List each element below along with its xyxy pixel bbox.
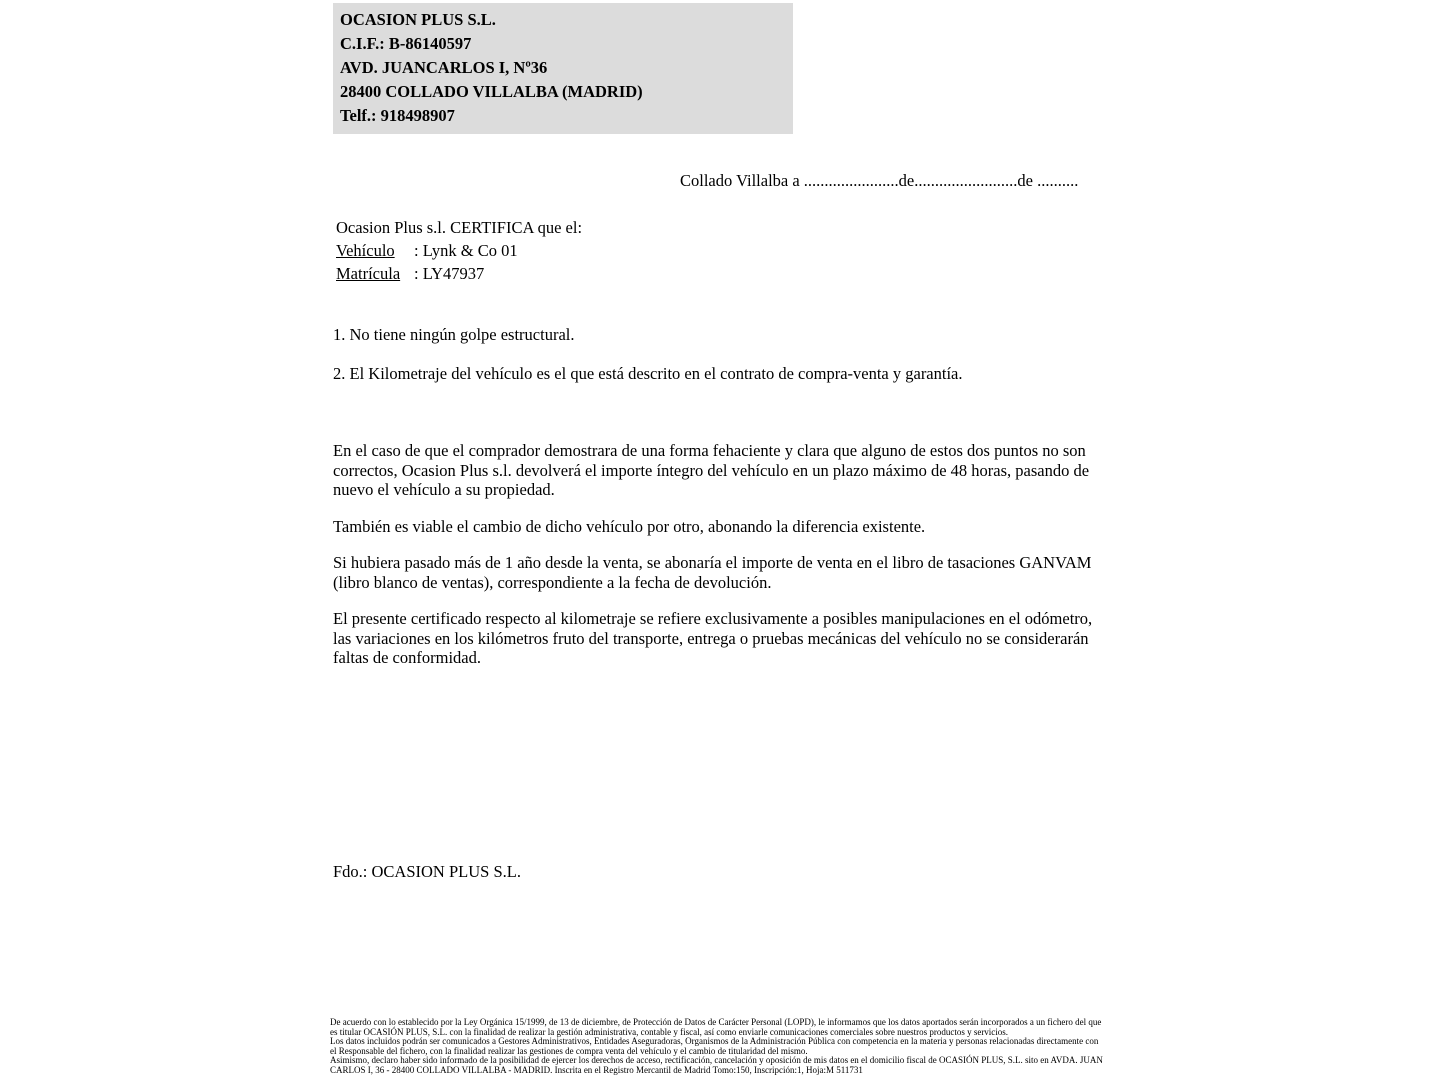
legal-footer: [330, 1018, 1105, 1076]
paragraph-exchange: También es viable el cambio de dicho vehículo por otro, abonando la diferencia existente.: [333, 516, 926, 536]
certify-intro: Ocasion Plus s.l. CERTIFICA que el:: [336, 218, 583, 237]
date-line: Collado Villalba a .......................de.........................de ..........: [680, 171, 1079, 190]
vehicle-value: : Lynk & Co 01: [414, 241, 518, 260]
plate-row: [336, 262, 582, 285]
paragraph-ganvam: Si hubiera pasado más de 1 año desde la venta, se abonaría el importe de venta en el libro de tasaciones GANVAM (libro blanco de ventas), correspondiente a la fecha de devolución.: [333, 553, 1092, 592]
company-city: 28400 COLLADO VILLALBA (MADRID): [340, 82, 643, 101]
point-2: 2. El Kilometraje del vehículo es el que está descrito en el contrato de compra-venta y garantía.: [333, 363, 963, 383]
legal-paragraph-rights: Asimismo, declaro haber sido informado de la posibilidad de ejercer los derechos de acceso, rectificación, cancelación y oposición de mis datos en el domicilio fiscal de OCASIÓN PLUS, S.L. sito en AVDA. JUAN CARLOS I, 36 - 28400 COLLADO VILLALBA - MADRID. Inscrita en el Registro Mercantil de Madrid Tomo:150, Inscripción:1, Hoja:M 511731: [330, 1055, 1103, 1075]
company-cif: C.I.F.: B-86140597: [340, 34, 472, 53]
signature-line: Fdo.: OCASION PLUS S.L.: [333, 862, 521, 881]
plate-value: : LY47937: [414, 264, 485, 283]
legal-paragraph-lopd: De acuerdo con lo establecido por la Ley Orgánica 15/1999, de 13 de diciembre, de Protección de Datos de Carácter Personal (LOPD), le informamos que los datos aportados serán incorporados a un fichero del que es titular OCASIÓN PLUS, S.L. con la finalidad de realizar la gestión administrativa, contable y fiscal, así como enviarle comunicaciones comerciales sobre nuestros productos y servicios.: [330, 1017, 1102, 1037]
point-1: 1. No tiene ningún golpe estructural.: [333, 325, 575, 344]
vehicle-row: [336, 239, 582, 262]
paragraph-odometer: El presente certificado respecto al kilometraje se refiere exclusivamente a posibles manipulaciones en el odómetro, las variaciones en los kilómetros fruto del transporte, entrega o pruebas mecánicas del vehículo no se considerarán faltas de conformidad.: [333, 609, 1093, 667]
legal-paragraph-data-sharing: Los datos incluidos podrán ser comunicados a Gestores Administrativos, Entidades Aseguradoras, Organismos de la Administración Pública con competencia en la materia y personas relacionadas directamente con el Responsable del fichero, con la finalidad realizar las gestiones de compra venta del vehículo y el cambio de titularidad del mismo.: [330, 1036, 1099, 1056]
paragraph-refund: En el caso de que el comprador demostrara de una forma fehaciente y clara que alguno de estos dos puntos no son correctos, Ocasion Plus s.l. devolverá el importe íntegro del vehículo en un plazo máximo de 48 horas, pasando de nuevo el vehículo a su propiedad.: [333, 441, 1090, 499]
certify-block: [336, 216, 582, 285]
vehicle-label: Vehículo: [336, 241, 395, 260]
company-address: AVD. JUANCARLOS I, Nº36: [340, 58, 548, 77]
plate-label: Matrícula: [336, 264, 401, 283]
certified-points: [333, 325, 1093, 402]
company-name: OCASION PLUS S.L.: [340, 10, 496, 29]
body-paragraphs: [333, 441, 1095, 685]
company-header-box: [333, 3, 793, 134]
company-phone: Telf.: 918498907: [340, 106, 455, 125]
